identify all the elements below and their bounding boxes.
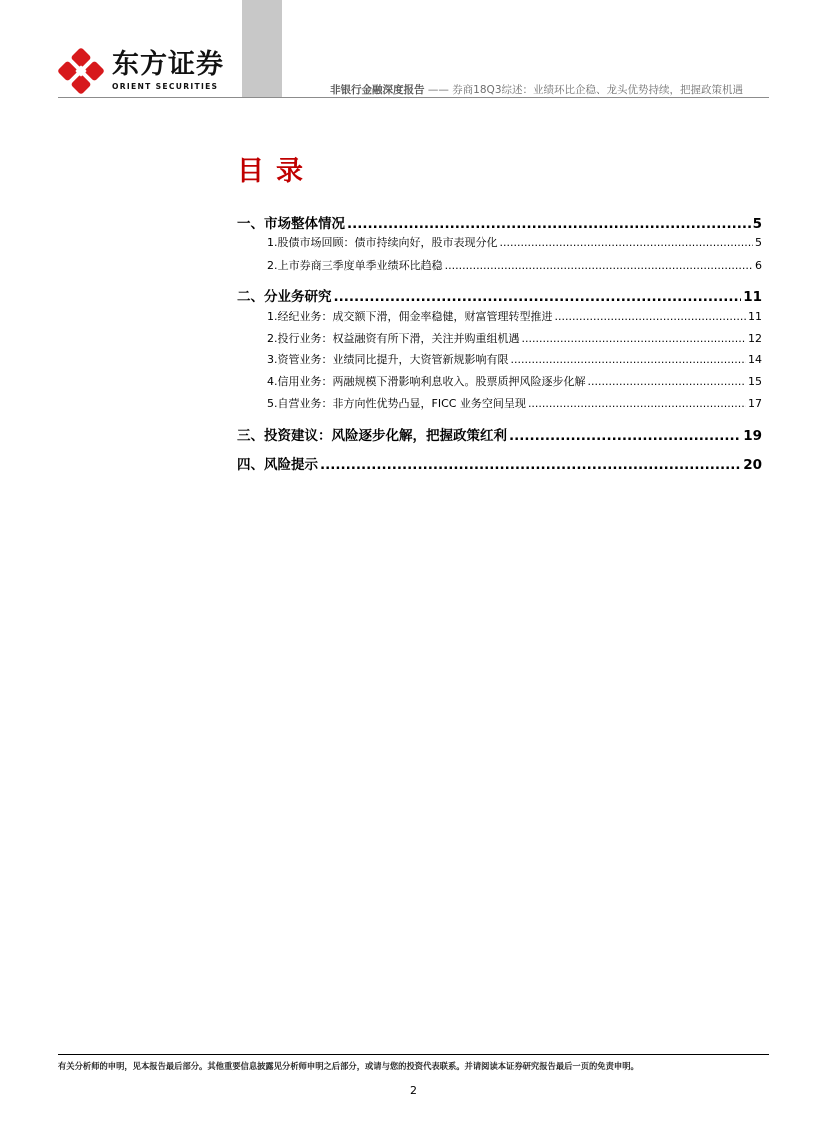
header-divider [58,97,769,98]
report-type: 非银行金融深度报告 [330,84,425,96]
logo-mark-icon [58,48,104,94]
orient-securities-logo [58,48,224,94]
logo-chinese-name: 东方证券 [112,49,224,80]
footer-divider [58,1054,769,1055]
toc-label: 资管业务：业绩同比提升，大资管新规影响有限 [277,353,509,366]
toc-label: 投资建议：风险逐步化解，把握政策红利 [264,428,507,444]
toc-leader [588,375,747,388]
toc-leader [511,353,747,366]
toc-leader [500,236,754,249]
page-number: 2 [410,1084,417,1097]
toc-label: 股债市场回顾：债市持续向好，股市表现分化 [277,236,498,249]
toc-leader [528,397,746,410]
toc-page: 17 [748,397,762,410]
toc-page: 11 [748,310,762,323]
toc-label: 市场整体情况 [264,216,345,232]
header-separator: —— [424,84,453,96]
toc-page: 19 [743,428,762,444]
toc-leader [509,428,741,444]
footer-disclaimer: 有关分析师的申明，见本报告最后部分。其他重要信息披露见分析师申明之后部分，或请与您的投资代表联系。并请阅读本证券研究报告最后一页的免责申明。 [58,1061,639,1071]
toc-number: 4. [267,375,278,388]
toc-leader [445,259,753,272]
toc-subsection-2-1[interactable] [237,308,762,324]
logo-english-name: ORIENT SECURITIES [112,82,219,91]
toc-page: 12 [748,332,762,345]
toc-leader [522,332,747,345]
toc-subsection-2-4[interactable] [237,373,762,389]
toc-number: 四、 [237,457,264,473]
toc-section-4[interactable] [237,453,762,473]
toc-number: 一、 [237,216,264,232]
report-title: 券商18Q3综述：业绩环比企稳、龙头优势持续，把握政策机遇 [452,84,743,96]
toc-number: 三、 [237,428,264,444]
toc-number: 3. [267,353,278,366]
toc-title: 目录 [237,156,315,187]
toc-label: 分业务研究 [264,289,332,305]
toc-leader [334,289,742,305]
toc-number: 1. [267,236,278,249]
toc-number: 二、 [237,289,264,305]
toc-subsection-1-2[interactable] [237,257,762,273]
toc-leader [347,216,751,232]
toc-section-2[interactable] [237,285,762,305]
toc-leader [555,310,747,323]
toc-subsection-1-1[interactable] [237,234,762,250]
toc-page: 5 [752,216,762,232]
header-grey-tab [242,0,282,97]
toc-label: 投行业务：权益融资有所下滑，关注并购重组机遇 [277,332,520,345]
toc-subsection-2-5[interactable] [237,395,762,411]
toc-subsection-2-2[interactable] [237,330,762,346]
toc-number: 2. [267,332,278,345]
toc-label: 风险提示 [264,457,318,473]
report-header [330,82,743,97]
toc-page: 15 [748,375,762,388]
toc-page: 6 [755,259,762,272]
toc-page: 5 [755,236,762,249]
toc-number: 1. [267,310,278,323]
toc-number: 5. [267,397,278,410]
toc-section-3[interactable] [237,424,762,444]
toc-number: 2. [267,259,278,272]
toc-label: 信用业务：两融规模下滑影响利息收入。股票质押风险逐步化解 [277,375,586,388]
toc-label: 经纪业务：成交额下滑，佣金率稳健，财富管理转型推进 [277,310,553,323]
toc-section-1[interactable] [237,212,762,232]
toc-page: 14 [748,353,762,366]
toc-page: 20 [743,457,762,473]
toc-page: 11 [743,289,762,305]
toc-label: 自营业务：非方向性优势凸显，FICC 业务空间呈现 [277,397,526,410]
toc-subsection-2-3[interactable] [237,351,762,367]
toc-leader [320,457,741,473]
toc-label: 上市券商三季度单季业绩环比趋稳 [277,259,443,272]
